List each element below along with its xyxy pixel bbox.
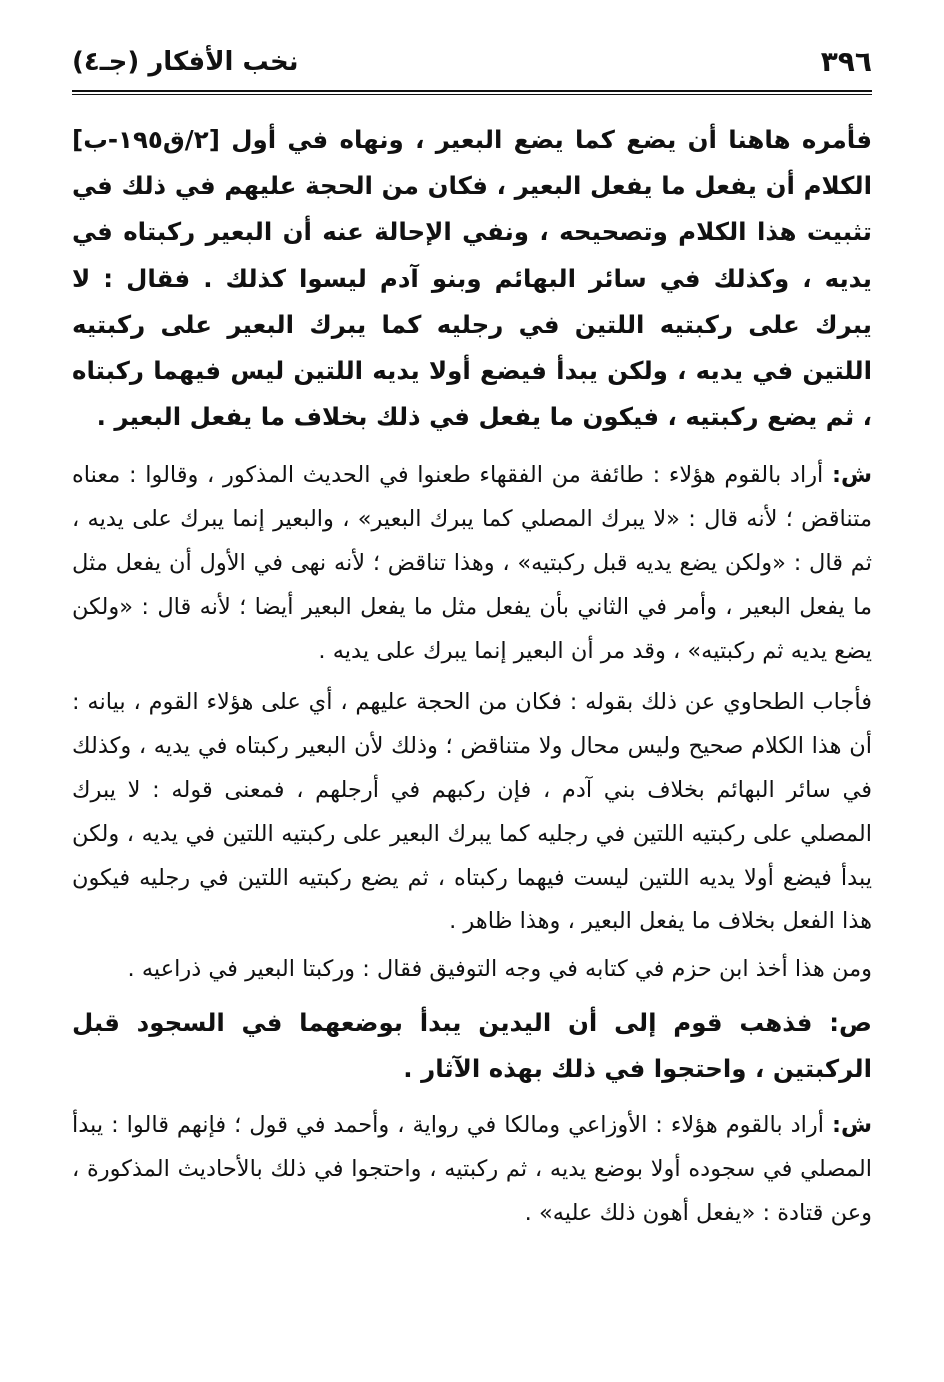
paragraph-text: أراد بالقوم هؤلاء : طائفة من الفقهاء طعنوا في الحديث المذكور ، وقالوا : معناه متناقض ؛ لأنه قال : «لا يبرك المصلي كما يبرك البعير» ، والبعير إنما يبرك على يديه ، ثم قال : «ولكن يضع يديه قبل ركبتيه» ، وهذا تناقض ؛ لأنه نهى في الأول أن يفعل مثل ما يفعل البعير ، وأمر في الثاني بأن يفعل مثل ما يفعل البعير أيضا ؛ لأنه قال : «ولكن يضع يديه ثم ركبتيه» ، وقد مر أن البعير إنما يبرك على يديه . (72, 462, 872, 664)
paragraph-text: فأمره هاهنا أن يضع كما يضع البعير ، ونهاه في أول [٢/ق١٩٥-ب] الكلام أن يفعل ما يفعل البعير ، فكان من الحجة عليهم في ذلك في تثبيت هذا الكلام وتصحيحه ، ونفي الإحالة عنه أن البعير ركبتاه في يديه ، وكذلك في سائر البهائم وبنو آدم ليسوا كذلك . فقال : لا يبرك على ركبتيه اللتين في رجليه كما يبرك البعير على ركبتيه اللتين في يديه ، ولكن يبدأ فيضع أولا يديه اللتين ليس فيهما ركبتاه ، ثم يضع ركبتيه ، فيكون ما يفعل في ذلك بخلاف ما يفعل البعير . (72, 125, 872, 432)
sharh-paragraph-2 (72, 681, 872, 944)
sharh-marker: ش: (831, 1112, 872, 1139)
paragraph-text: ومن هذا أخذ ابن حزم في كتابه في وجه التوفيق فقال : وركبتا البعير في ذراعيه . (127, 956, 872, 983)
matn-paragraph-1 (72, 117, 872, 440)
sharh-marker: ش: (831, 462, 872, 489)
paragraph-text: فذهب قوم إلى أن اليدين يبدأ بوضعهما في السجود قبل الركبتين ، واحتجوا في ذلك بهذه الآثار . (72, 1007, 872, 1084)
matn-marker: ص: (829, 1007, 872, 1037)
header-rule (72, 90, 872, 95)
paragraph-text: أراد بالقوم هؤلاء : الأوزاعي ومالكا في رواية ، وأحمد في قول ؛ فإنهم قالوا : يبدأ المصلي في سجوده أولا بوضع يديه ، ثم ركبتيه ، واحتجوا في ذلك بالأحاديث المذكورة ، وعن قتادة : «يفعل أهون ذلك عليه» . (72, 1112, 872, 1226)
document-page (72, 40, 872, 1236)
page-number: ٣٩٦ (820, 45, 872, 78)
matn-paragraph-2 (72, 1000, 872, 1092)
sharh-paragraph-3 (72, 948, 872, 992)
sharh-paragraph-4 (72, 1104, 872, 1235)
page-header (72, 40, 872, 84)
book-title: نخب الأفكار (جـ٤) (72, 47, 299, 77)
paragraph-text: فأجاب الطحاوي عن ذلك بقوله : فكان من الحجة عليهم ، أي على هؤلاء القوم ، بيانه : أن هذا الكلام صحيح وليس محال ولا متناقض ؛ وذلك لأن البعير ركبتاه في يديه ، وكذلك في سائر البهائم بخلاف بني آدم ، فإن ركبهم في أرجلهم ، فمعنى قوله : لا يبرك المصلي على ركبتيه اللتين في رجليه كما يبرك البعير على ركبتيه اللتين في يديه ، ولكن يبدأ فيضع أولا يديه اللتين ليست فيهما ركبتاه ، ثم يضع ركبتيه اللتين في رجليه فيكون هذا الفعل بخلاف ما يفعل البعير ، وهذا ظاهر . (72, 689, 872, 935)
sharh-paragraph-1 (72, 454, 872, 673)
